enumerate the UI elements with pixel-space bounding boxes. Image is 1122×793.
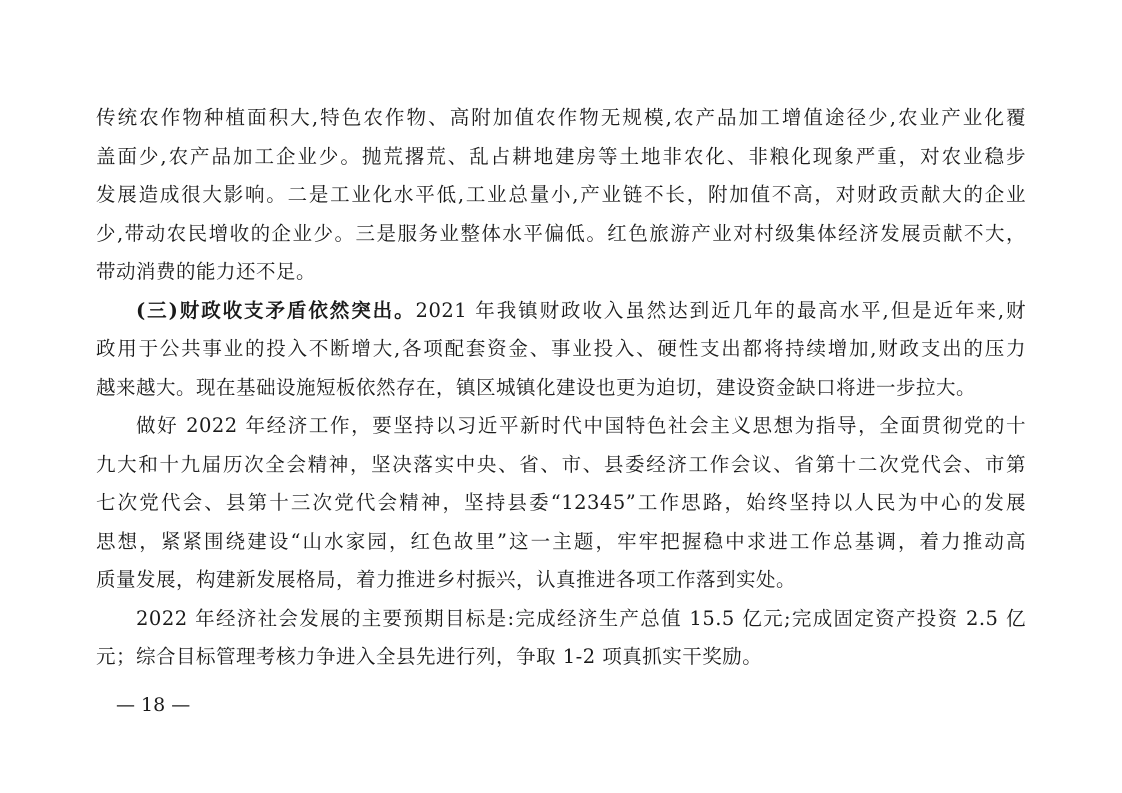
paragraph-line: 政用于公共事业的投入不断增大,各项配套资金、事业投入、硬性支出都将持续增加,财政支出的压力 (96, 337, 1026, 360)
paragraph-line: 越来越大。现在基础设施短板依然存在，镇区城镇化建设也更为迫切，建设资金缺口将进一步拉大。 (96, 376, 977, 399)
paragraph-line: 带动消费的能力还不足。 (96, 260, 317, 283)
paragraph-line: 做好 2022 年经济工作，要坚持以习近平新时代中国特色社会主义思想为指导，全面贯彻党的十 (136, 414, 1026, 437)
paragraph-line: 少,带动农民增收的企业少。三是服务业整体水平偏低。红色旅游产业对村级集体经济发展贡献不大， (96, 222, 1026, 245)
paragraph-line: 思想，紧紧围绕建设“山水家园，红色故里”这一主题，牢牢把握稳中求进工作总基调，着力推动高 (96, 530, 1026, 553)
page-number: — 18 — (116, 694, 191, 716)
paragraph-line: 元；综合目标管理考核力争进入全县先进行列，争取 1-2 项真抓实干奖励。 (96, 645, 763, 668)
paragraph-line (136, 296, 1026, 326)
paragraph-line: 盖面少,农产品加工企业少。抛荒撂荒、乱占耕地建房等土地非农化、非粮化现象严重，对农业稳步 (96, 145, 1026, 168)
paragraph-line: 传统农作物种植面积大,特色农作物、高附加值农作物无规模,农产品加工增值途径少,农业产业化覆 (96, 106, 1026, 129)
section-heading: (三)财政收支矛盾依然突出。 (136, 299, 416, 322)
paragraph-line: 2022 年经济社会发展的主要预期目标是:完成经济生产总值 15.5 亿元;完成固定资产投资 2.5 亿 (136, 607, 1026, 630)
paragraph-line: 七次党代会、县第十三次党代会精神，坚持县委“12345”工作思路，始终坚持以人民为中心的发展 (96, 491, 1026, 514)
paragraph-line: 质量发展，构建新发展格局，着力推进乡村振兴，认真推进各项工作落到实处。 (96, 568, 797, 591)
paragraph-text: 2021 年我镇财政收入虽然达到近几年的最高水平,但是近年来,财 (415, 299, 1026, 322)
paragraph-line: 发展造成很大影响。二是工业化水平低,工业总量小,产业链不长，附加值不高，对财政贡献大的企业 (96, 183, 1026, 206)
paragraph-line: 九大和十九届历次全会精神，坚决落实中央、省、市、县委经济工作会议、省第十二次党代会、市第 (96, 453, 1026, 476)
